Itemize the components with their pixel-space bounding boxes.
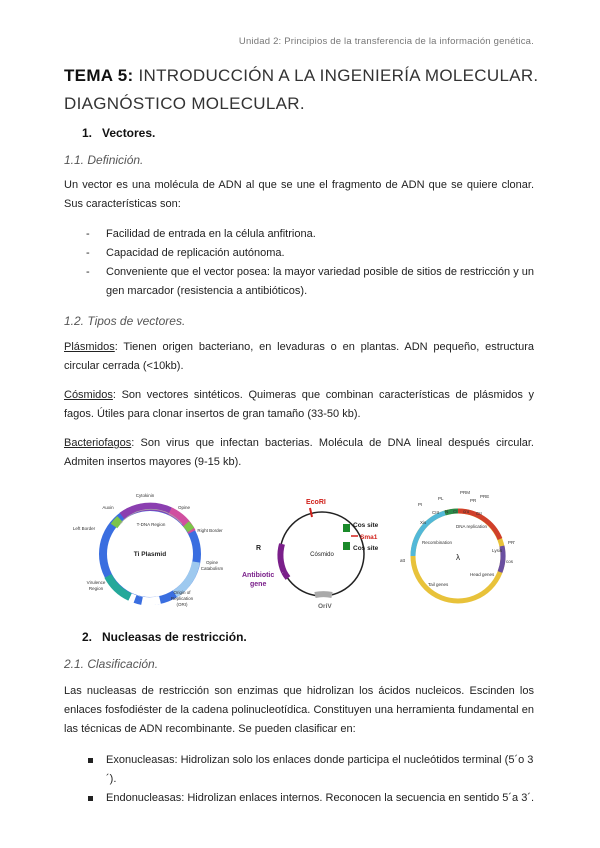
ti-opine-label: Opine — [177, 505, 191, 510]
running-header: Unidad 2: Principios de la transferencia de la información genética. — [238, 36, 534, 47]
subsection-1-2-heading: 1.2. Tipos de vectores. — [64, 314, 186, 328]
title-line-1: INTRODUCCIÓN A LA INGENIERÍA MOLECULAR. — [133, 66, 539, 85]
page-title — [64, 62, 554, 118]
bacteriofagos-paragraph — [64, 434, 534, 472]
plasmidos-text: : Tienen origen bacteriano, en levaduras o en plantas. ADN pequeño, estructura circular cerrada (<10kb). — [64, 341, 534, 372]
section-2-number: 2. — [82, 630, 93, 644]
phage-att-label: att — [400, 558, 406, 563]
section-2-title: Nucleasas de restricción. — [102, 630, 247, 644]
ti-tdna-label: T-DNA Region — [136, 522, 166, 527]
list-item-text: Conveniente que el vector posea: la mayor variedad posible de sitios de restricción y un gen marcador (resistencia a antibióticos). — [106, 266, 535, 297]
title-label: TEMA 5: — [64, 66, 134, 85]
phage-dna-replication-label: DNA replication — [456, 524, 488, 529]
ti-center-label: Ti Plasmid — [133, 551, 167, 558]
bullet-square-icon — [88, 796, 93, 801]
phage-recombination-label: Recombination — [422, 540, 453, 545]
bacteriofagos-text: : Son virus que infectan bacterias. Molécula de DNA lineal después circular. Admiten insertos mayores (9-15 kb). — [64, 437, 534, 468]
cosmid-antibiotic-label-2: gene — [250, 581, 267, 588]
cosmid-antibiotic-label-1: Antibiotic — [242, 572, 275, 579]
ti-auxin-label: Auxin — [102, 505, 114, 510]
phage-ciii-label: CIII — [432, 510, 440, 515]
ti-cytokinin-label: Cytokinin — [135, 493, 155, 498]
plasmidos-paragraph — [64, 338, 534, 376]
cosmid-cos-site-label-2: Cos site — [353, 545, 379, 552]
list-item-text: Endonucleasas: Hidrolizan enlaces internos. Reconocen la secuencia en sentido 5´a 3´. — [106, 792, 535, 804]
phage-cos-label: cos — [506, 559, 514, 564]
definition-paragraph: Un vector es una molécula de ADN al que se une el fragmento de ADN que se quiere clonar. Sus características son: — [64, 179, 534, 210]
title-line-2: DIAGNÓSTICO MOLECULAR. — [64, 94, 305, 113]
phage-n-label: N — [445, 509, 449, 514]
cosmid-oriv-label: OriV — [318, 603, 332, 610]
cosmid-center-label: Cósmido — [310, 552, 334, 558]
list-item — [86, 244, 536, 263]
cosmidos-paragraph — [64, 386, 534, 424]
list-item — [86, 789, 536, 808]
section-2-heading — [82, 630, 247, 644]
phage-head-genes-label: Head genes — [470, 572, 495, 577]
bullet-square-icon — [88, 758, 93, 763]
list-item — [86, 225, 536, 244]
cosmid-r-label: R — [256, 545, 262, 552]
phage-pr-label: PR — [470, 498, 477, 503]
cosmidos-term: Cósmidos — [64, 389, 113, 401]
phage-pr2-label: PR' — [508, 540, 516, 545]
cosmid-ecori-label: EcoRI — [306, 499, 326, 506]
ti-right-border-label: Right Border — [197, 528, 223, 533]
phage-cro-label: cro — [463, 509, 470, 514]
phage-prm-label: PRM — [460, 490, 470, 495]
vectors-figure — [60, 484, 540, 614]
phage-pl-label: PL — [438, 496, 444, 501]
ti-ori-label-3: (ORI) — [176, 602, 188, 607]
phage-diagram — [400, 490, 515, 601]
section-1-heading — [82, 126, 155, 140]
cosmid-diagram — [242, 499, 379, 610]
phage-center-label: λ — [456, 553, 460, 562]
ti-plasmid-diagram — [73, 493, 224, 607]
list-item — [86, 751, 536, 789]
phage-lysis-label: Lysis — [492, 548, 503, 553]
ti-opine-catabolism-label-1: Opine — [205, 560, 219, 565]
list-marker: - — [86, 228, 90, 240]
list-marker: - — [86, 247, 90, 259]
phage-xis-label: Xis — [420, 520, 427, 525]
cosmidos-text: : Son vectores sintéticos. Quimeras que combinan características de plásmidos y fagos. Útiles para clonar insertos de gran tamaño (33-50 kb). — [64, 389, 534, 420]
plasmidos-term: Plásmidos — [64, 341, 115, 353]
list-item-text: Capacidad de replicación autónoma. — [106, 247, 285, 259]
cosmid-sma-label: Sma1 — [360, 534, 378, 541]
phage-cii-label: CII — [476, 511, 482, 516]
ti-virulence-label-1: Virulence — [86, 580, 106, 585]
phage-pre-label: PRE — [480, 494, 490, 499]
ti-ori-label-2: Replication — [170, 596, 194, 601]
section-1-title: Vectores. — [102, 126, 156, 140]
phage-ci-label: CI — [453, 509, 458, 514]
list-item-text: Exonucleasas: Hidrolizan solo los enlaces donde participa el nucleótidos terminal (5´o 3´). — [106, 754, 534, 785]
nucleasas-paragraph: Las nucleasas de restricción son enzimas que hidrolizan los ácidos nucleicos. Escinden los enlaces fosfodiéster de la cadena polinucleotídica. Constituyen una herramienta fundamental en las técnicas de ADN recombinante. Se pueden clasificar en: — [64, 685, 534, 735]
list-item-text: Facilidad de entrada en la célula anfitriona. — [106, 228, 316, 240]
ti-left-border-label: Left Border — [72, 526, 96, 531]
section-1-number: 1. — [82, 126, 93, 140]
bacteriofagos-term: Bacteriofagos — [64, 437, 132, 449]
ti-opine-catabolism-label-2: Catabolism — [200, 566, 224, 571]
subsection-2-1-heading: 2.1. Clasificación. — [64, 657, 159, 671]
phage-pi-label: PI — [418, 502, 423, 507]
ti-virulence-label-2: Region — [88, 586, 104, 591]
list-marker: - — [86, 266, 90, 278]
subsection-1-1-heading: 1.1. Definición. — [64, 153, 144, 167]
cosmid-cos-site-label-1: Cos site — [353, 522, 379, 529]
phage-tail-genes-label: Tail genes — [428, 582, 449, 587]
ti-ori-label-1: Origin of — [173, 590, 191, 595]
list-item — [86, 263, 536, 301]
